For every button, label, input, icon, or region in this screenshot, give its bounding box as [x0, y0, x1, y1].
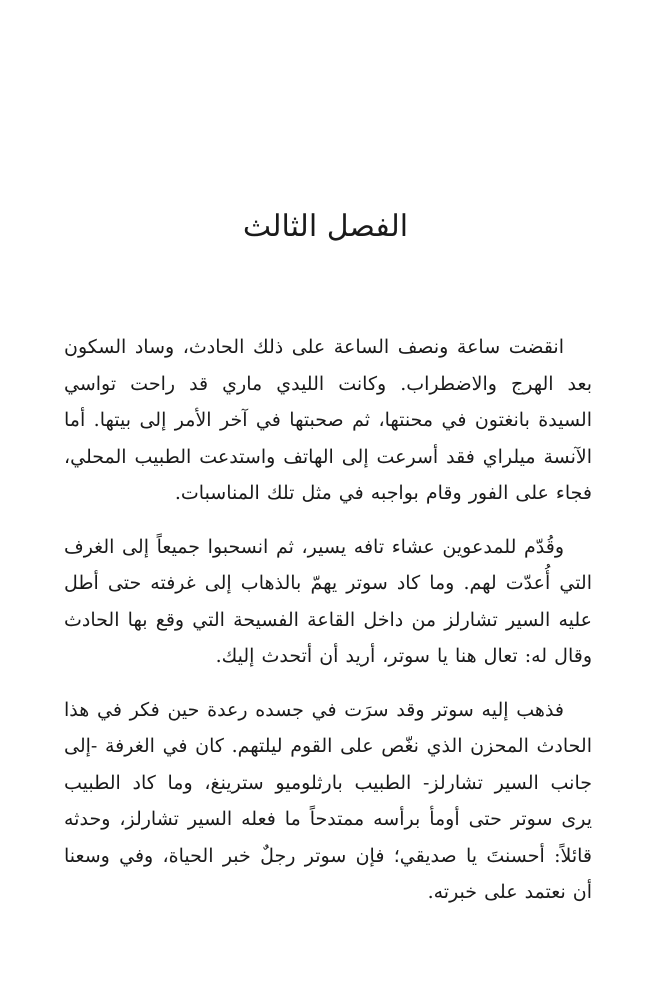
chapter-body: [64, 329, 592, 928]
paragraph-1: انقضت ساعة ونصف الساعة على ذلك الحادث، وساد السكون بعد الهرج والاضطراب. وكانت الليدي ماري قد راحت تواسي السيدة بانغتون في محنتها، ثم صحبتها في آخر الأمر إلى بيتها. أما الآنسة ميلراي فقد أسرعت إلى الهاتف واستدعت الطبيب المحلي، فجاء على الفور وقام بواجبه في مثل تلك المناسبات.: [64, 336, 592, 504]
paragraph-2: وقُدّم للمدعوين عشاء تافه يسير، ثم انسحبوا جميعاً إلى الغرف التي أُعدّت لهم. وما كاد سوتر يهمّ بالذهاب إلى غرفته حتى أطل عليه السير تشارلز من داخل القاعة الفسيحة التي وقع بها الحادث وقال له: تعال هنا يا سوتر، أريد أن أتحدث إليك.: [64, 535, 592, 667]
paragraph-3: فذهب إليه سوتر وقد سرَت في جسده رعدة حين فكر في هذا الحادث المحزن الذي نغّص على القوم ليلتهم. كان في الغرفة -إلى جانب السير تشارلز- الطبيب بارثلوميو سترينغ، وما كاد الطبيب يرى سوتر حتى أومأ برأسه ممتدحاً ما فعله السير تشارلز، وحدثه قائلاً: أحسنتَ يا صديقي؛ فإن سوتر رجلٌ خبر الحياة، وفي وسعنا أن نعتمد على خبرته.: [64, 698, 592, 903]
chapter-title: الفصل الثالث: [242, 209, 409, 244]
